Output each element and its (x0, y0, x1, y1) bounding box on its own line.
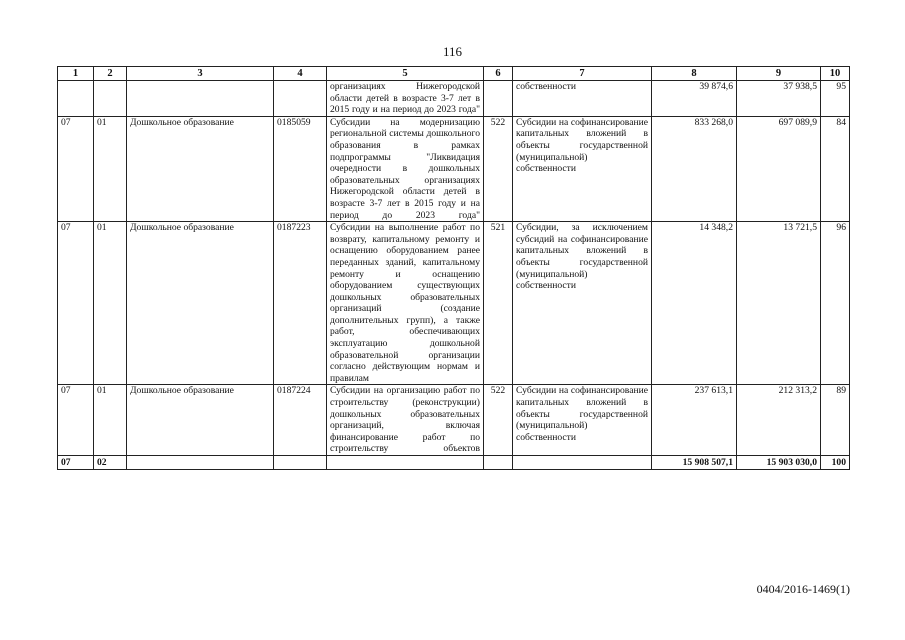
total-subsection-code: 02 (94, 456, 127, 470)
col-header-5: 5 (327, 67, 484, 81)
planned-amount: 39 874,6 (652, 81, 737, 117)
expense-type-name: Субсидии на софинансирование капитальных вложений в объекты государственной (муниципальной) собственности (513, 385, 652, 456)
subsection-code: 01 (94, 222, 127, 385)
table-row (58, 222, 850, 385)
total-planned-amount: 15 908 507,1 (652, 456, 737, 470)
execution-percent: 96 (821, 222, 850, 385)
table-row (58, 116, 850, 221)
col-header-7: 7 (513, 67, 652, 81)
actual-amount: 212 313,2 (737, 385, 821, 456)
planned-amount: 237 613,1 (652, 385, 737, 456)
target-name: Субсидии на выполнение работ по возврату, капитальному ремонту и оснащению оборудованием ранее переданных зданий, капитальному ремонту и оснащению оборудованием существующих дошкольных образовательных организаций (создание дополнительных групп), а также работ, обеспечивающих эксплуатацию дошкольной образовательной организации согласно действующим нормам и правилам (327, 222, 484, 385)
actual-amount: 697 089,9 (737, 116, 821, 221)
subsection-code (94, 81, 127, 117)
expense-type-code: 521 (484, 222, 513, 385)
actual-amount: 13 721,5 (737, 222, 821, 385)
subsection-name: Дошкольное образование (127, 385, 274, 456)
col-header-10: 10 (821, 67, 850, 81)
expense-type-code: 522 (484, 116, 513, 221)
target-name: Субсидии на организацию работ по строительству (реконструкции) дошкольных образовательных организаций, включая финансирование работ по строительству объектов (327, 385, 484, 456)
target-code: 0185059 (274, 116, 327, 221)
actual-amount: 37 938,5 (737, 81, 821, 117)
total-execution-percent: 100 (821, 456, 850, 470)
subsection-code: 01 (94, 385, 127, 456)
total-row (58, 456, 850, 470)
target-code: 0187224 (274, 385, 327, 456)
planned-amount: 14 348,2 (652, 222, 737, 385)
col-header-1: 1 (58, 67, 94, 81)
col-header-2: 2 (94, 67, 127, 81)
col-header-4: 4 (274, 67, 327, 81)
budget-table (57, 66, 850, 470)
target-code: 0187223 (274, 222, 327, 385)
target-name: Субсидии на модернизацию региональной системы дошкольного образования в рамках подпрограммы "Ликвидация очередности в дошкольных образовательных организациях Нижегородской области детей в возрасте 3-7 лет в 2015 году и на период до 2023 года" (327, 116, 484, 221)
header-row (58, 67, 850, 81)
planned-amount: 833 268,0 (652, 116, 737, 221)
expense-type-code (484, 81, 513, 117)
subsection-code: 01 (94, 116, 127, 221)
total-section-code: 07 (58, 456, 94, 470)
expense-type-name: собственности (513, 81, 652, 117)
total-actual-amount: 15 903 030,0 (737, 456, 821, 470)
section-code (58, 81, 94, 117)
section-code: 07 (58, 116, 94, 221)
subsection-name (127, 81, 274, 117)
expense-type-name: Субсидии, за исключением субсидий на софинансирование капитальных вложений в объекты государственной (муниципальной) собственности (513, 222, 652, 385)
col-header-6: 6 (484, 67, 513, 81)
target-code (274, 81, 327, 117)
target-name: организациях Нижегородской области детей в возрасте 3-7 лет в 2015 году и на период до 2023 года" (327, 81, 484, 117)
expense-type-code: 522 (484, 385, 513, 456)
col-header-9: 9 (737, 67, 821, 81)
execution-percent: 89 (821, 385, 850, 456)
execution-percent: 95 (821, 81, 850, 117)
table-row (58, 81, 850, 117)
page-number: 116 (442, 44, 463, 59)
expense-type-name: Субсидии на софинансирование капитальных вложений в объекты государственной (муниципальной) собственности (513, 116, 652, 221)
subsection-name: Дошкольное образование (127, 116, 274, 221)
section-code: 07 (58, 385, 94, 456)
table-row (58, 385, 850, 456)
col-header-8: 8 (652, 67, 737, 81)
execution-percent: 84 (821, 116, 850, 221)
document-code: 0404/2016-1469(1) (756, 582, 850, 596)
col-header-3: 3 (127, 67, 274, 81)
section-code: 07 (58, 222, 94, 385)
subsection-name: Дошкольное образование (127, 222, 274, 385)
